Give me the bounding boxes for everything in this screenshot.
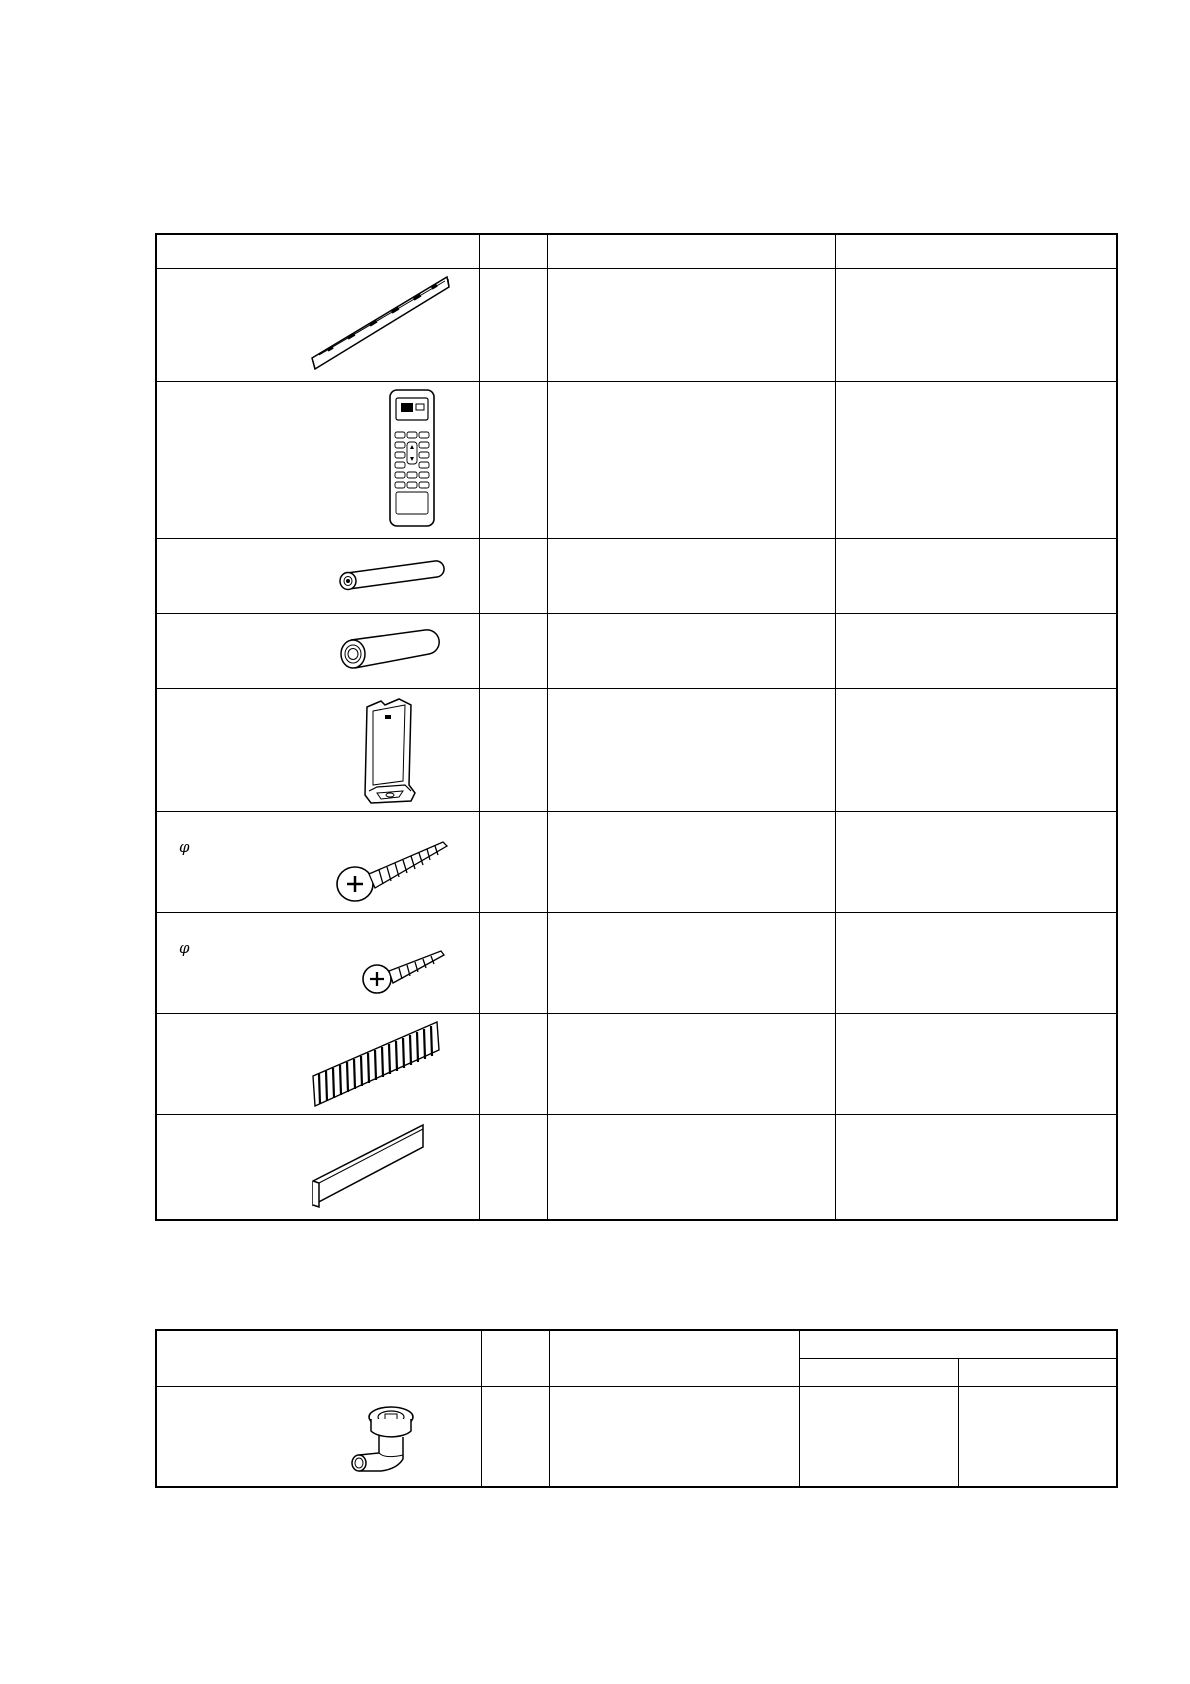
header-part <box>156 234 479 268</box>
table-row <box>156 613 1117 688</box>
value-cell-b <box>958 1386 1117 1487</box>
optional-parts-table <box>155 1329 1118 1488</box>
header-description <box>547 234 835 268</box>
qty-cell <box>479 811 547 912</box>
battery-icon <box>335 555 445 595</box>
part-cell <box>156 1386 481 1487</box>
header-qty <box>479 234 547 268</box>
part-cell <box>156 613 479 688</box>
mounting-plate-icon <box>307 273 457 373</box>
qty-cell <box>479 538 547 613</box>
table-row <box>156 538 1117 613</box>
description-cell <box>547 613 835 688</box>
qty-cell <box>479 613 547 688</box>
remote-holder-icon <box>359 695 423 807</box>
table-row <box>156 268 1117 381</box>
foam-strip-icon <box>307 1121 437 1211</box>
part-cell <box>156 811 479 912</box>
header-group <box>799 1330 1117 1358</box>
note-cell <box>835 268 1117 381</box>
description-cell <box>547 1013 835 1114</box>
table-row <box>156 1114 1117 1220</box>
subheader-a <box>799 1358 958 1386</box>
description-cell <box>547 688 835 811</box>
qty-cell <box>481 1386 549 1487</box>
note-cell <box>835 912 1117 1013</box>
part-cell <box>156 381 479 538</box>
table-row <box>156 1013 1117 1114</box>
table-row <box>156 688 1117 811</box>
table-row <box>156 1386 1117 1487</box>
note-cell <box>835 811 1117 912</box>
table-row <box>156 811 1117 912</box>
description-cell <box>547 381 835 538</box>
note-cell <box>835 688 1117 811</box>
description-cell <box>547 1114 835 1220</box>
qty-cell <box>479 688 547 811</box>
qty-cell <box>479 1013 547 1114</box>
description-cell <box>549 1386 799 1487</box>
table-row <box>156 381 1117 538</box>
battery-icon <box>337 626 447 676</box>
note-cell <box>835 538 1117 613</box>
remote-control-icon <box>387 388 437 530</box>
optional-header-row <box>156 1330 1117 1358</box>
diameter-symbol: φ <box>179 938 190 957</box>
qty-cell <box>479 381 547 538</box>
header-description <box>549 1330 799 1386</box>
note-cell <box>835 1114 1117 1220</box>
part-cell <box>156 538 479 613</box>
note-cell <box>835 613 1117 688</box>
drain-elbow-icon <box>345 1397 425 1477</box>
header-qty <box>481 1330 549 1386</box>
note-cell <box>835 1013 1117 1114</box>
value-cell-a <box>799 1386 958 1487</box>
accessories-table <box>155 233 1118 1221</box>
note-cell <box>835 381 1117 538</box>
qty-cell <box>479 912 547 1013</box>
description-cell <box>547 811 835 912</box>
part-cell <box>156 268 479 381</box>
part-cell <box>156 1013 479 1114</box>
header-note <box>835 234 1117 268</box>
diameter-symbol: φ <box>179 837 190 856</box>
header-part <box>156 1330 481 1386</box>
description-cell <box>547 912 835 1013</box>
filter-strip-icon <box>309 1018 449 1110</box>
table-row <box>156 912 1117 1013</box>
subheader-b <box>958 1358 1117 1386</box>
description-cell <box>547 268 835 381</box>
part-cell <box>156 912 479 1013</box>
part-cell <box>156 1114 479 1220</box>
description-cell <box>547 538 835 613</box>
screw-icon <box>361 937 451 997</box>
screw-icon <box>335 830 455 902</box>
part-cell <box>156 688 479 811</box>
qty-cell <box>479 1114 547 1220</box>
qty-cell <box>479 268 547 381</box>
accessories-header-row <box>156 234 1117 268</box>
